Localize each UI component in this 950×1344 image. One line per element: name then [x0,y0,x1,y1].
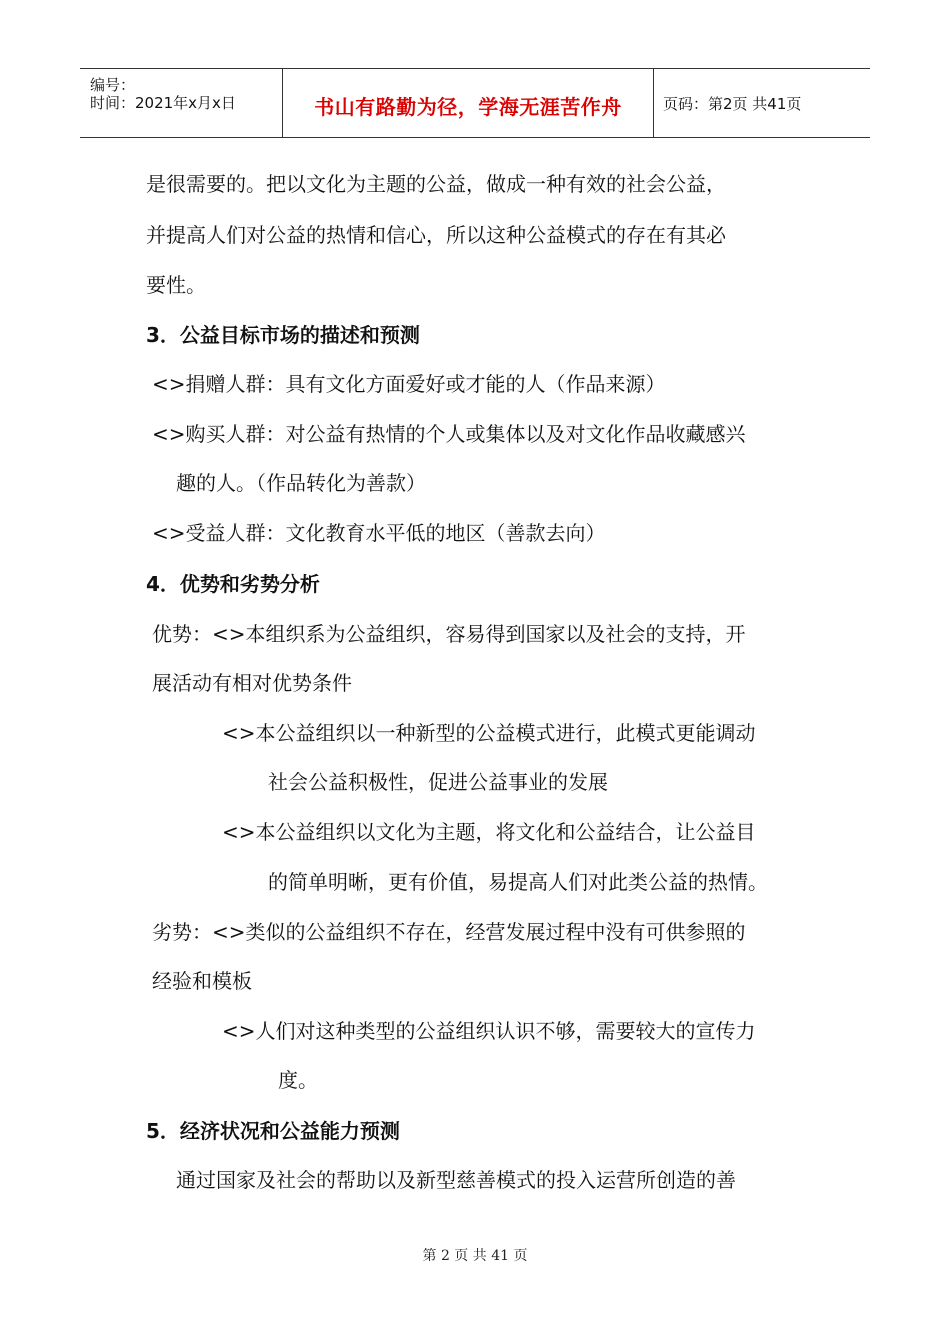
header-right-cell [653,69,870,137]
body-line: 的简单明晰，更有价值，易提高人们对此类公益的热情。 [268,870,768,894]
body-line: 社会公益积极性，促进公益事业的发展 [268,770,608,794]
body-line: 经验和模板 [152,969,252,993]
header-middle-cell [282,69,654,137]
body-line: <>本公益组织以一种新型的公益模式进行，此模式更能调动 [222,721,756,745]
body-line: 度。 [278,1068,318,1092]
body-line: <>捐赠人群：具有文化方面爱好或才能的人（作品来源） [152,372,666,396]
body-line: 通过国家及社会的帮助以及新型慈善模式的投入运营所创造的善 [176,1168,736,1192]
body-line: <>本公益组织以文化为主题，将文化和公益结合，让公益目 [222,820,756,844]
section-heading-5: 5．经济状况和公益能力预测 [146,1119,400,1143]
document-number-label: 编号： [90,76,136,94]
body-line: <>人们对这种类型的公益组织认识不够，需要较大的宣传力 [222,1019,756,1043]
header-left-cell [80,69,282,137]
section-heading-4: 4．优势和劣势分析 [146,572,320,596]
page-footer: 第 2 页 共 41 页 [422,1248,528,1264]
section-heading-3: 3．公益目标市场的描述和预测 [146,323,420,347]
body-line: 展活动有相对优势条件 [152,671,352,695]
body-line: 劣势：<>类似的公益组织不存在，经营发展过程中没有可供参照的 [152,920,746,944]
body-line: <>受益人群：文化教育水平低的地区（善款去向） [152,521,606,545]
body-line: 并提高人们对公益的热情和信心，所以这种公益模式的存在有其必 [146,223,726,247]
body-line: 趣的人。（作品转化为善款） [176,471,426,495]
page-header [80,68,870,138]
body-line: 优势：<>本组织系为公益组织，容易得到国家以及社会的支持，开 [152,622,746,646]
body-line: 要性。 [146,273,206,297]
body-line: <>购买人群：对公益有热情的个人或集体以及对文化作品收藏感兴 [152,422,746,446]
document-date: 时间：2021年x月x日 [90,94,236,112]
header-page-info: 页码：第2页 共41页 [663,95,802,113]
header-motto: 书山有路勤为径，学海无涯苦作舟 [314,95,622,119]
body-line: 是很需要的。把以文化为主题的公益，做成一种有效的社会公益， [146,172,726,196]
